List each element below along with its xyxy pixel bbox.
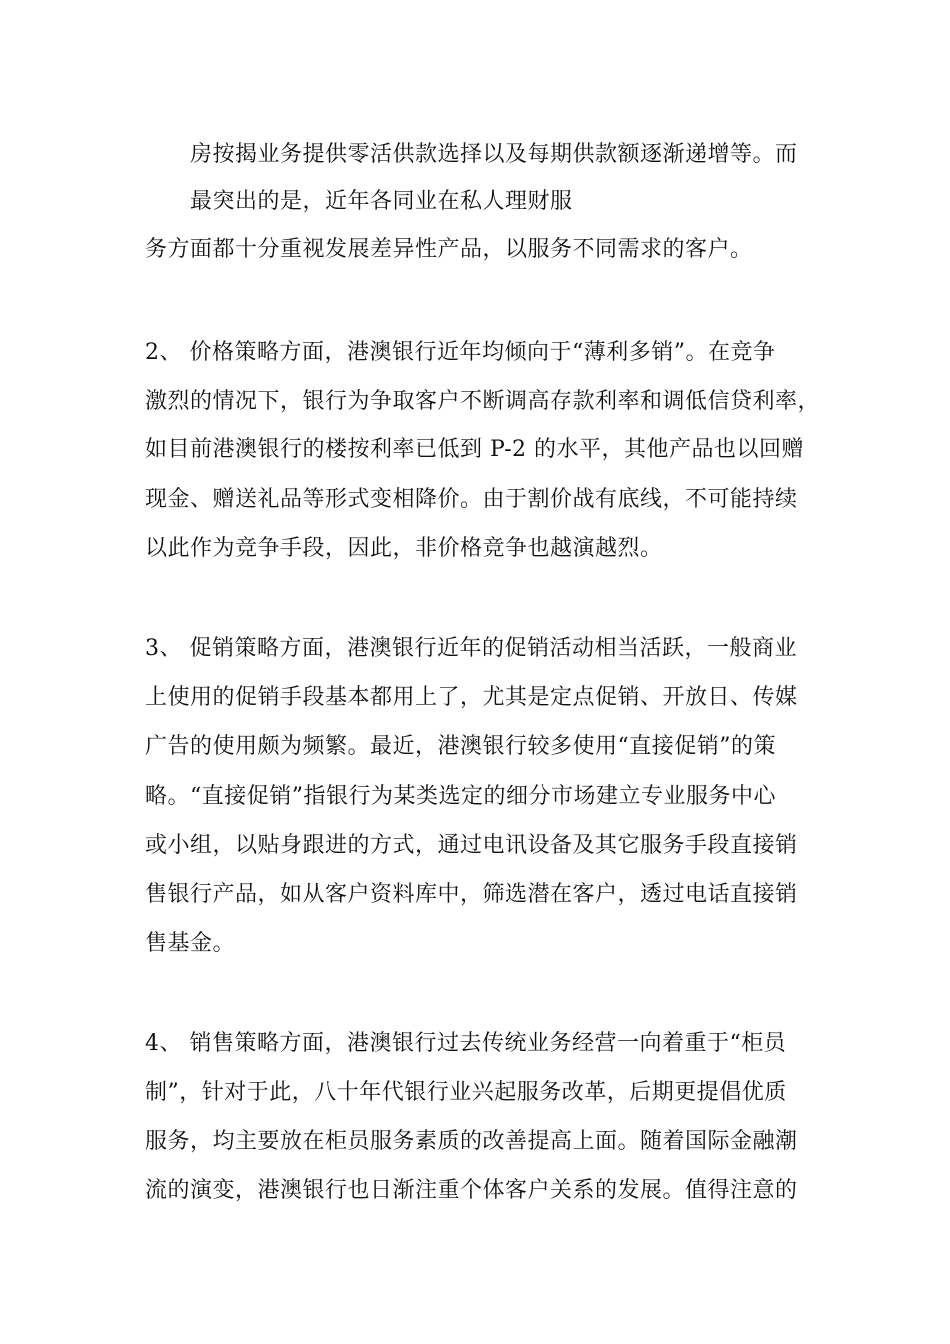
- paragraph-1-line-1: 房按揭业务提供零活供款选择以及每期供款额逐渐递增等。而: [190, 142, 798, 167]
- paragraph-3-line-2: 上使用的促销手段基本都用上了，尤其是定点促销、开放日、传媒: [145, 685, 798, 710]
- paragraph-3-line-4: 略。“直接促销”指银行为某类选定的细分市场建立专业服务中心: [145, 784, 776, 809]
- paragraph-2-line-4: 现金、赠送礼品等形式变相降价。由于割价战有底线，不可能持续: [145, 487, 798, 512]
- paragraph-2-line-2: 激烈的情况下，银行为争取客户不断调高存款利率和调低信贷利率，: [145, 389, 821, 414]
- paragraph-4-line-4: 流的演变，港澳银行也日渐注重个体客户关系的发展。值得注意的: [145, 1178, 798, 1203]
- paragraph-1-line-2: 最突出的是，近年各同业在私人理财服: [190, 189, 573, 214]
- paragraph-2-line-1: 2、 价格策略方面，港澳银行近年均倾向于“薄利多销”。在竞争: [145, 340, 776, 365]
- paragraph-1-line-3: 务方面都十分重视发展差异性产品，以服务不同需求的客户。: [145, 237, 753, 262]
- paragraph-4-line-1: 4、 销售策略方面，港澳银行过去传统业务经营一向着重于“柜员: [145, 1031, 787, 1056]
- paragraph-2-line-5: 以此作为竞争手段，因此，非价格竞争也越演越烈。: [145, 536, 663, 561]
- paragraph-4-line-2: 制”，针对于此，八十年代银行业兴起服务改革，后期更提倡优质: [145, 1080, 787, 1105]
- paragraph-2-line-3: 如目前港澳银行的楼按利率已低到 P-2 的水平，其他产品也以回赠: [145, 437, 805, 462]
- paragraph-3-line-1: 3、 促销策略方面，港澳银行近年的促销活动相当活跃，一般商业: [145, 636, 797, 661]
- paragraph-3-line-6: 售银行产品，如从客户资料库中，筛选潜在客户，透过电话直接销: [145, 882, 798, 907]
- paragraph-3-line-3: 广告的使用颇为频繁。最近，港澳银行较多使用“直接促销”的策: [145, 734, 776, 759]
- paragraph-4-line-3: 服务，均主要放在柜员服务素质的改善提高上面。随着国际金融潮: [145, 1129, 798, 1154]
- paragraph-3-line-7: 售基金。: [145, 931, 236, 956]
- paragraph-3-line-5: 或小组，以贴身跟进的方式，通过电讯设备及其它服务手段直接销: [145, 833, 798, 858]
